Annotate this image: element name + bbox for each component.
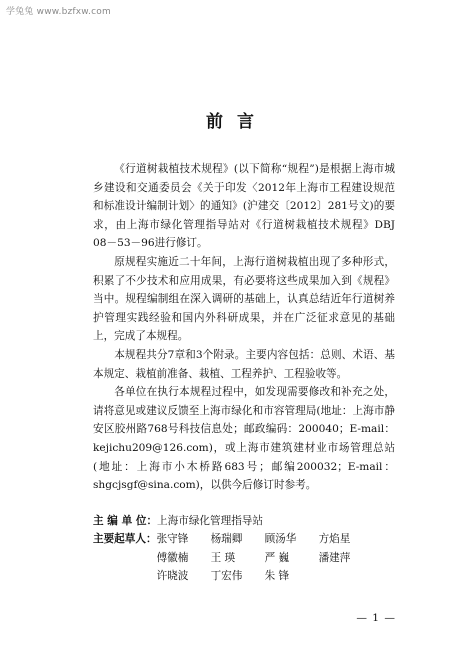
- editor-value: 上海市绿化管理指导站: [157, 515, 263, 527]
- page-number: — 1 —: [356, 612, 396, 624]
- drafter-name: 杨瑞卿: [210, 533, 243, 546]
- paragraph-intro: 《行道树栽植技术规程》(以下简称“规程”)是根据上海市城乡建设和交通委员会《关于印发〈2012年上海市工程建设规范和标准设计编制计划〉的通知》(沪建交〔2012〕281号文)的要求，由上海市绿化管理指导站对《行道树栽植技术规程》DBJ 08－53－96进行修订。: [93, 163, 395, 250]
- drafters-list: [157, 530, 395, 585]
- drafter-name: 王 瑛: [210, 551, 236, 564]
- drafter-name: 方焰星: [318, 533, 351, 546]
- drafters-row: [93, 530, 395, 585]
- paragraph-background: 原规程实施近二十年间，上海行道树栽植出现了多种形式，积累了不少技术和应用成果，有必要将这些成果加入到《规程》当中。规程编制组在深入调研的基础上，认真总结近年行道树养护管理实践经验和国内外科研成果，并在广泛征求意见的基础上，完成了本规程。: [93, 255, 395, 343]
- drafter-name: 傅徽楠: [156, 551, 189, 564]
- drafter-name: 顾汤华: [264, 533, 297, 546]
- credits-block: [93, 512, 395, 586]
- drafter-name: 严 巍: [264, 551, 290, 564]
- paragraph-contents: 本规程共分7章和3个附录。主要内容包括：总则、术语、基本规定、栽植前准备、栽植、工程养护、工程验收等。: [93, 348, 395, 380]
- drafter-name: 丁宏伟: [210, 570, 243, 583]
- paragraph-feedback: 各单位在执行本规程过程中，如发现需要修改和补充之处，请将意见或建议反馈至上海市绿化和市容管理局(地址：上海市静安区胶州路768号科技信息处；邮政编码：200040；E-mail：kejichu209@126.com)，或上海市建筑建材业市场管理总站(地址：上海市小木桥路683号；邮编200032；E-mail：shgcjsgf@sina.com)，以供今后修订时参考。: [93, 386, 395, 492]
- watermark: 学兔兔 www.bzfxw.com: [6, 7, 111, 17]
- drafter-name: 朱 锋: [264, 570, 290, 583]
- editor-row: [93, 512, 395, 530]
- editor-label: 主 编 单 位：: [93, 515, 158, 527]
- preface-body: [93, 160, 395, 495]
- drafter-name: 许晓波: [156, 570, 189, 583]
- drafter-name: 潘建萍: [318, 551, 351, 564]
- page-title: 前言: [206, 112, 268, 132]
- drafter-name: 张守锋: [156, 533, 189, 546]
- drafters-label: 主要起草人：: [93, 533, 157, 546]
